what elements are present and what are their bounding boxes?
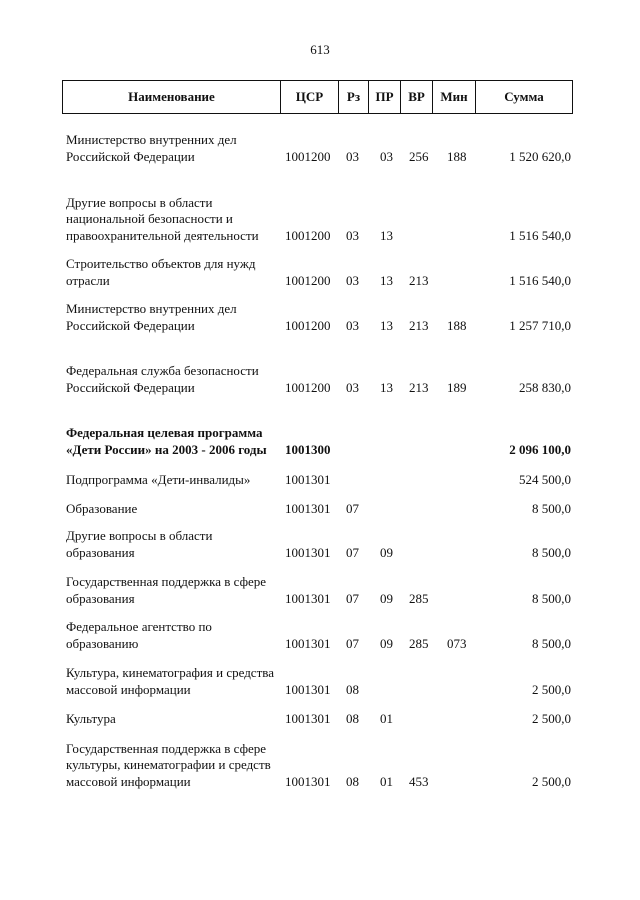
row-vr: 213 [409, 317, 429, 333]
row-pr: 09 [380, 635, 393, 651]
row-name: Другие вопросы в области образования [66, 528, 213, 560]
row-sum: 2 500,0 [532, 710, 571, 726]
row-csr: 1001200 [285, 317, 331, 333]
row-csr: 1001301 [285, 500, 331, 516]
row-rz: 03 [346, 379, 359, 395]
row-csr: 1001300 [285, 441, 331, 457]
row-vr: 256 [409, 148, 429, 164]
row-vr: 213 [409, 379, 429, 395]
row-sum: 2 500,0 [532, 681, 571, 697]
row-name: Подпрограмма «Дети-инвалиды» [66, 471, 251, 487]
row-sum: 1 516 540,0 [509, 227, 571, 243]
row-rz: 03 [346, 227, 359, 243]
row-sum: 258 830,0 [519, 379, 571, 395]
row-csr: 1001301 [285, 773, 331, 789]
row-csr: 1001200 [285, 272, 331, 288]
row-pr: 13 [380, 317, 393, 333]
row-vr: 285 [409, 635, 429, 651]
column-header-name: Наименование [63, 81, 281, 113]
row-rz: 03 [346, 148, 359, 164]
column-header-sum: Сумма [504, 89, 544, 104]
row-name: Федеральная целевая программа «Дети России» на 2003 - 2006 годы [66, 425, 267, 457]
row-pr: 09 [380, 590, 393, 606]
row-rz: 07 [346, 500, 359, 516]
row-sum: 8 500,0 [532, 590, 571, 606]
row-rz: 08 [346, 681, 359, 697]
row-name: Государственная поддержка в сфере культуры, кинематографии и средств массовой информации [66, 740, 271, 789]
row-csr: 1001301 [285, 635, 331, 651]
row-csr: 1001301 [285, 471, 331, 487]
row-csr: 1001301 [285, 544, 331, 560]
column-header-min: Мин [433, 81, 476, 113]
row-vr: 213 [409, 272, 429, 288]
row-rz: 07 [346, 544, 359, 560]
row-sum: 2 500,0 [532, 773, 571, 789]
column-header-vr: ВР [401, 81, 433, 113]
row-sum: 524 500,0 [519, 471, 571, 487]
row-vr: 453 [409, 773, 429, 789]
row-csr: 1001301 [285, 590, 331, 606]
page-number: 613 [310, 42, 330, 57]
row-pr: 09 [380, 544, 393, 560]
row-name: Министерство внутренних дел Российской Федерации [66, 301, 237, 333]
row-name: Государственная поддержка в сфере образования [66, 574, 267, 606]
row-pr: 01 [380, 773, 393, 789]
row-name: Культура, кинематография и средства массовой информации [66, 665, 274, 697]
row-rz: 07 [346, 590, 359, 606]
row-min: 189 [447, 379, 467, 395]
row-pr: 13 [380, 379, 393, 395]
row-min: 188 [447, 317, 467, 333]
row-csr: 1001200 [285, 148, 331, 164]
row-rz: 07 [346, 635, 359, 651]
row-sum: 1 520 620,0 [509, 148, 571, 164]
row-rz: 03 [346, 272, 359, 288]
row-pr: 13 [380, 272, 393, 288]
row-csr: 1001301 [285, 681, 331, 697]
row-name: Другие вопросы в области национальной безопасности и правоохранительной деятельности [66, 194, 259, 243]
row-csr: 1001200 [285, 227, 331, 243]
row-csr: 1001301 [285, 710, 331, 726]
row-sum: 1 257 710,0 [509, 317, 571, 333]
row-pr: 13 [380, 227, 393, 243]
row-vr: 285 [409, 590, 429, 606]
row-rz: 08 [346, 773, 359, 789]
row-sum: 8 500,0 [532, 500, 571, 516]
row-rz: 08 [346, 710, 359, 726]
row-rz: 03 [346, 317, 359, 333]
row-sum: 8 500,0 [532, 635, 571, 651]
row-name: Строительство объектов для нужд отрасли [66, 256, 256, 288]
column-header-rz: Рз [339, 81, 369, 113]
row-min: 188 [447, 148, 467, 164]
row-min: 073 [447, 635, 467, 651]
row-pr: 03 [380, 148, 393, 164]
row-name: Культура [66, 710, 116, 726]
row-sum: 2 096 100,0 [509, 441, 571, 457]
column-header-pr: ПР [369, 81, 401, 113]
row-name: Министерство внутренних дел Российской Федерации [66, 132, 237, 164]
row-pr: 01 [380, 710, 393, 726]
row-name: Образование [66, 500, 138, 516]
row-sum: 1 516 540,0 [509, 272, 571, 288]
table-row [0, 590, 640, 790]
row-sum: 8 500,0 [532, 544, 571, 560]
row-csr: 1001200 [285, 379, 331, 395]
row-name: Федеральная служба безопасности Российской Федерации [66, 363, 259, 395]
row-name: Федеральное агентство по образованию [66, 619, 212, 651]
column-header-csr: ЦСР [281, 81, 339, 113]
